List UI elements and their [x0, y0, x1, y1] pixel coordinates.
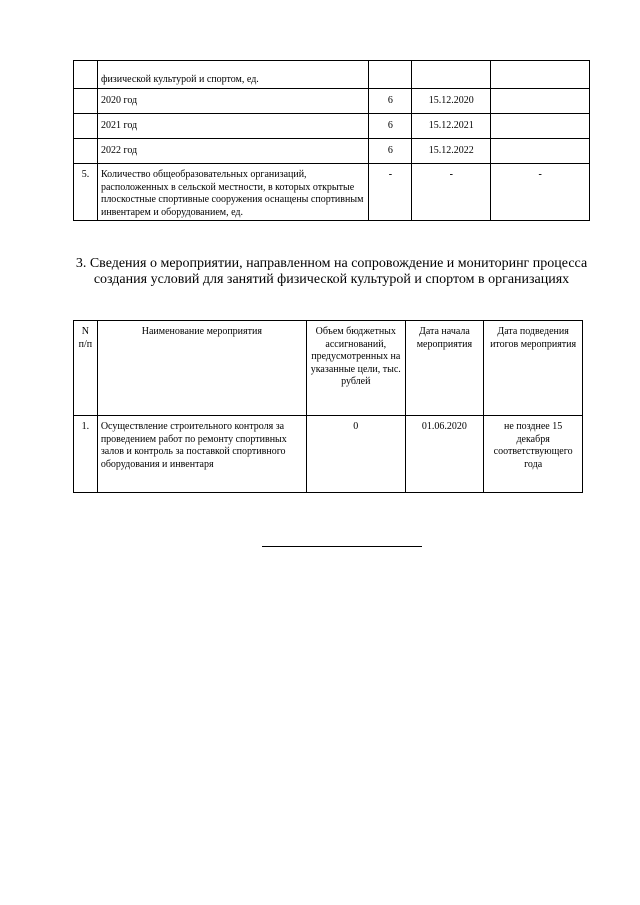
indicator-date: 15.12.2020	[412, 89, 491, 114]
indicator-extra	[491, 114, 590, 139]
column-header-start-date: Дата начала мероприятия	[405, 321, 484, 416]
indicators-table	[73, 60, 590, 221]
indicator-extra	[491, 89, 590, 114]
indicator-date	[412, 61, 491, 89]
row-number	[74, 139, 98, 164]
row-number	[74, 114, 98, 139]
indicator-value: 6	[369, 139, 412, 164]
row-number: 5.	[74, 164, 98, 221]
column-header-budget: Объем бюджетных ассигнований, предусмотренных на указанные цели, тыс. рублей	[306, 321, 405, 416]
indicator-name: 2022 год	[97, 139, 368, 164]
table-row	[74, 89, 590, 114]
row-number	[74, 61, 98, 89]
row-number: 1.	[74, 416, 98, 493]
indicator-date: 15.12.2022	[412, 139, 491, 164]
indicator-extra	[491, 139, 590, 164]
activity-table	[73, 320, 583, 493]
column-header-number: N п/п	[74, 321, 98, 416]
column-header-end-date: Дата подведения итогов мероприятия	[484, 321, 583, 416]
closing-rule	[262, 546, 422, 547]
activity-name: Осуществление строительного контроля за проведением работ по ремонту спортивных залов и контроль за поставкой спортивного оборудования и инвентаря	[97, 416, 306, 493]
activity-start-date: 01.06.2020	[405, 416, 484, 493]
indicator-value	[369, 61, 412, 89]
indicator-extra: -	[491, 164, 590, 221]
table-row	[74, 164, 590, 221]
activity-budget: 0	[306, 416, 405, 493]
table-header-row	[74, 321, 583, 416]
indicator-value: 6	[369, 114, 412, 139]
indicator-value: 6	[369, 89, 412, 114]
indicator-value: -	[369, 164, 412, 221]
indicator-name: Количество общеобразовательных организаций, расположенных в сельской местности, в которых открытые плоскостные спортивные сооружения оснащены спортивным инвентарем и оборудованием, ед.	[97, 164, 368, 221]
indicator-date: 15.12.2021	[412, 114, 491, 139]
indicator-name: 2020 год	[97, 89, 368, 114]
indicator-name: 2021 год	[97, 114, 368, 139]
row-number	[74, 89, 98, 114]
table-row	[74, 114, 590, 139]
table-row	[74, 416, 583, 493]
column-header-name: Наименование мероприятия	[97, 321, 306, 416]
indicator-date: -	[412, 164, 491, 221]
section-heading: 3. Сведения о мероприятии, направленном на сопровождение и мониторинг процесса создания условий для занятий физической культурой и спортом в организациях	[75, 256, 588, 287]
indicator-extra	[491, 61, 590, 89]
table-row	[74, 139, 590, 164]
indicator-name: физической культурой и спортом, ед.	[97, 61, 368, 89]
table-row	[74, 61, 590, 89]
activity-end-date: не позднее 15 декабря соответствующего года	[484, 416, 583, 493]
